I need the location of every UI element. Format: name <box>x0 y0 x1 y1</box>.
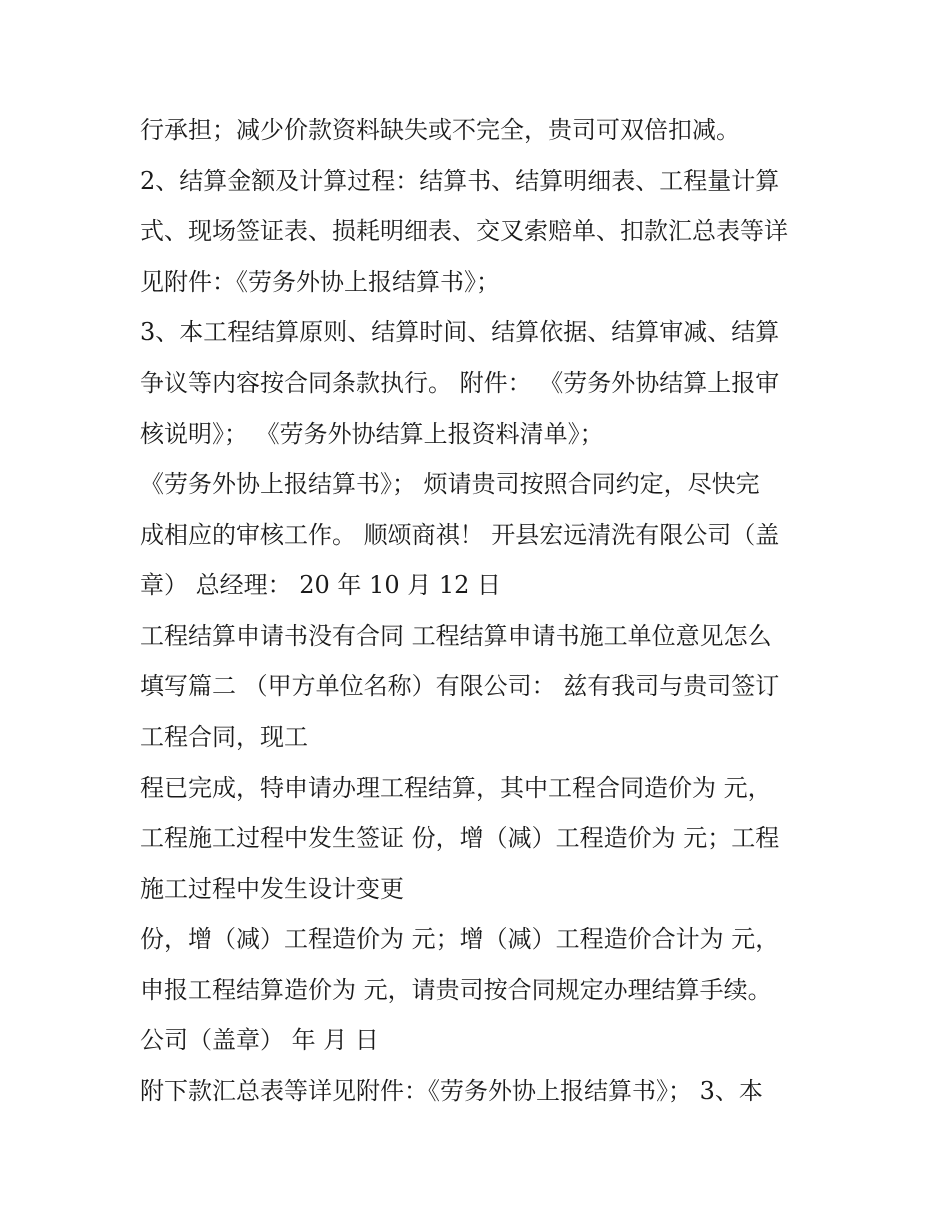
text-line: 章） 总经理： 20 年 10 月 12 日 <box>140 571 502 599</box>
text-line: 《劳务外协上报结算书》； 烦请贵司按照合同约定，尽快完 <box>140 470 760 498</box>
text-line: 2、结算金额及计算过程：结算书、结算明细表、工程量计算 <box>140 167 780 195</box>
text-line: 公司（盖章） 年 月 日 <box>140 1026 379 1054</box>
text-line: 工程合同，现工 <box>140 723 308 751</box>
text-line: 施工过程中发生设计变更 <box>140 875 404 903</box>
text-line: 核说明》； 《劳务外协结算上报资料清单》； <box>140 420 604 448</box>
text-line: 争议等内容按合同条款执行。 附件： 《劳务外协结算上报审 <box>140 369 780 397</box>
text-line: 行承担；减少价款资料缺失或不完全，贵司可双倍扣减。 <box>140 116 740 144</box>
text-line: 份，增（减）工程造价为 元；增（减）工程造价合计为 元， <box>140 925 780 953</box>
text-line: 成相应的审核工作。 顺颂商祺！ 开县宏远清洗有限公司（盖 <box>140 521 780 549</box>
text-line: 填写篇二 （甲方单位名称）有限公司： 兹有我司与贵司签订 <box>140 672 780 700</box>
text-line: 申报工程结算造价为 元，请贵司按合同规定办理结算手续。 <box>140 976 772 1004</box>
text-line: 附下款汇总表等详见附件：《劳务外协上报结算书》； 3、本 <box>140 1077 763 1105</box>
text-line: 工程施工过程中发生签证 份，增（减）工程造价为 元；工程 <box>140 824 780 852</box>
text-line: 式、现场签证表、损耗明细表、交叉索赔单、扣款汇总表等详 <box>140 217 788 245</box>
text-line: 见附件：《劳务外协上报结算书》； <box>140 268 500 296</box>
text-line: 程已完成，特申请办理工程结算，其中工程合同造价为 元， <box>140 774 772 802</box>
text-line: 工程结算申请书没有合同 工程结算申请书施工单位意见怎么 <box>140 622 772 650</box>
text-line: 3、本工程结算原则、结算时间、结算依据、结算审减、结算 <box>140 318 780 346</box>
